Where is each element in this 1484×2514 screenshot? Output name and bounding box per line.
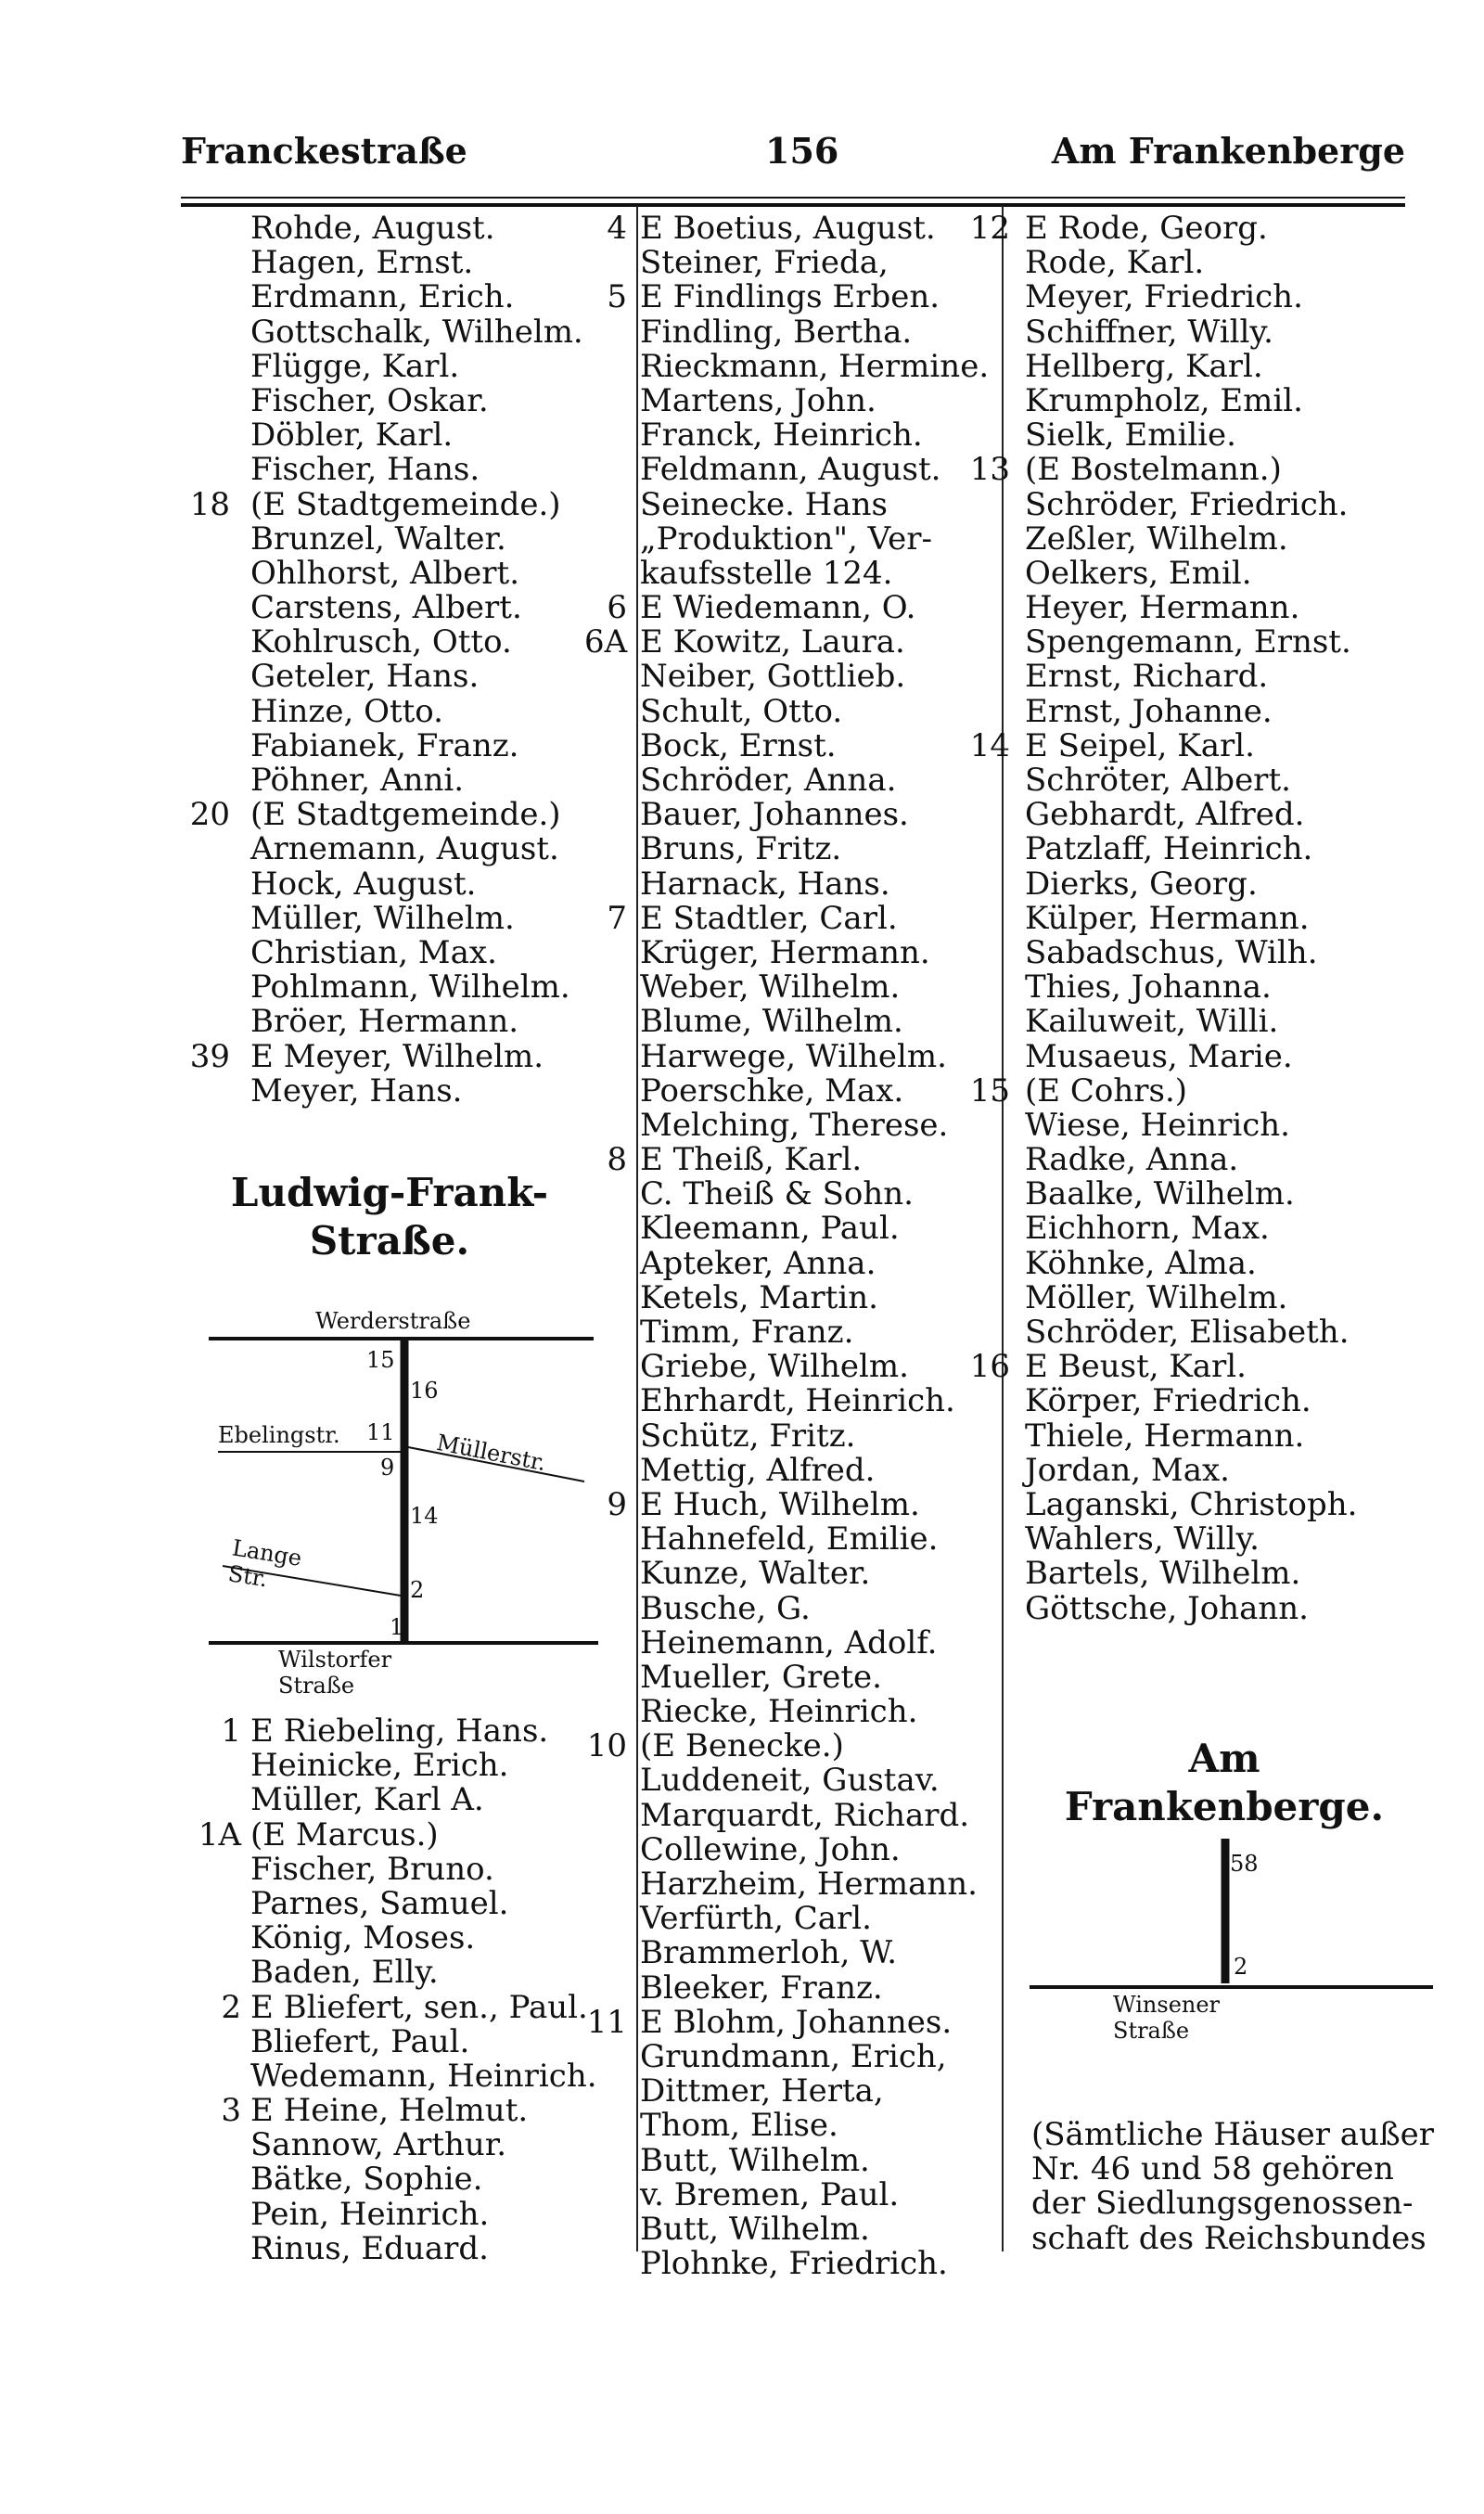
resident-name: Bruns, Fritz. (640, 830, 842, 868)
footnote (1031, 2118, 1434, 2256)
resident-name: Ernst, Richard. (1025, 658, 1269, 696)
resident-name: Bartels, Wilhelm. (1025, 1555, 1301, 1593)
resident-name: Schröder, Elisabeth. (1025, 1314, 1350, 1351)
resident-name: E Kowitz, Laura. (640, 623, 905, 661)
resident-name: E Stadtler, Carl. (640, 899, 898, 937)
house-number: 16 (969, 1348, 1010, 1386)
resident-name: Dierks, Georg. (1025, 865, 1258, 903)
resident-name: Seinecke. Hans (640, 485, 888, 523)
resident-name: Ohlhorst, Albert. (250, 554, 520, 592)
am-frankenberge-heading: Am Frankenberge. (1064, 1736, 1385, 1829)
resident-name: Timm, Franz. (640, 1314, 854, 1351)
resident-name: Franck, Heinrich. (640, 417, 923, 455)
resident-name: Müller, Wilhelm. (250, 899, 515, 937)
resident-name: Kunze, Walter. (640, 1555, 871, 1593)
resident-name: E Riebeling, Hans. (250, 1712, 549, 1750)
resident-name: E Heine, Helmut. (250, 2092, 529, 2130)
resident-name: E Bliefert, sen., Paul. (250, 1988, 588, 2026)
house-number: 39 (189, 1037, 230, 1075)
resident-name: Verfürth, Carl. (640, 1900, 872, 1938)
left-street-label: Ebelingstr. (218, 1422, 340, 1448)
resident-name: E Beust, Karl. (1025, 1348, 1247, 1386)
house-number: 15 (969, 1071, 1010, 1109)
resident-name: Bröer, Hermann. (250, 1003, 519, 1041)
resident-name: Wiese, Heinrich. (1025, 1106, 1290, 1144)
resident-name: Steiner, Frieda, (640, 244, 889, 282)
resident-name: Collewine, John. (640, 1830, 901, 1868)
footnote-line: Nr. 46 und 58 gehören (1031, 2150, 1394, 2188)
resident-name: König, Moses. (250, 1919, 476, 1957)
house-number: 8 (607, 1141, 627, 1179)
resident-name: Döbler, Karl. (250, 417, 454, 455)
resident-name: C. Theiß & Sohn. (640, 1175, 914, 1213)
resident-name: Körper, Friedrich. (1025, 1382, 1311, 1420)
resident-name: Pohlmann, Wilhelm. (250, 968, 570, 1007)
house-number: 1 (221, 1712, 241, 1750)
house-number: 2 (221, 1988, 241, 2026)
resident-name: Dittmer, Herta, (640, 2072, 884, 2110)
house-number-58: 58 (1230, 1851, 1259, 1877)
top-street-label: Werderstraße (315, 1308, 471, 1334)
resident-name: Schütz, Fritz. (640, 1417, 856, 1455)
house-number-16: 16 (410, 1378, 439, 1404)
resident-name: Bliefert, Paul. (250, 2022, 470, 2060)
resident-name: Martens, John. (640, 381, 876, 419)
resident-name: Harzheim, Hermann. (640, 1866, 978, 1903)
house-number: 5 (607, 278, 627, 316)
house-number-11: 11 (366, 1419, 395, 1445)
resident-name: „Produktion", Ver- (640, 519, 932, 558)
resident-name: (E Stadtgemeinde.) (250, 796, 561, 834)
resident-name: Pein, Heinrich. (250, 2195, 490, 2233)
resident-name: Apteker, Anna. (640, 1244, 876, 1282)
resident-name: Plohnke, Friedrich. (640, 2245, 948, 2283)
ludwig-heading-line1: Ludwig-Frank- (230, 1170, 549, 1215)
resident-name: Griebe, Wilhelm. (640, 1348, 909, 1386)
resident-name: E Blohm, Johannes. (640, 2003, 953, 2041)
resident-name: Bauer, Johannes. (640, 796, 909, 834)
house-number-15: 15 (366, 1347, 395, 1373)
resident-name: Rode, Karl. (1025, 244, 1205, 282)
resident-name: (E Stadtgemeinde.) (250, 485, 561, 523)
resident-name: Butt, Wilhelm. (640, 2141, 870, 2179)
resident-name: Schröder, Friedrich. (1025, 485, 1349, 523)
resident-name: Fischer, Oskar. (250, 381, 489, 419)
resident-name: Krüger, Hermann. (640, 933, 930, 971)
resident-name: Heinemann, Adolf. (640, 1623, 938, 1661)
house-number: 4 (607, 210, 627, 247)
resident-name: Ketels, Martin. (640, 1278, 878, 1316)
resident-name: Brammerloh, W. (640, 1934, 898, 1972)
resident-name: (E Marcus.) (250, 1815, 439, 1853)
resident-name: Harwege, Wilhelm. (640, 1037, 947, 1075)
resident-name: Göttsche, Johann. (1025, 1589, 1309, 1627)
resident-name: v. Bremen, Paul. (640, 2175, 900, 2213)
house-number: 1A (198, 1815, 241, 1853)
resident-name: Melching, Therese. (640, 1106, 949, 1144)
house-number: 7 (607, 899, 627, 937)
resident-name: Parnes, Samuel. (250, 1884, 509, 1922)
resident-name: Hagen, Ernst. (250, 244, 474, 282)
resident-name: Oelkers, Emil. (1025, 554, 1252, 592)
resident-name: Arnemann, August. (250, 830, 559, 868)
resident-name: (E Cohrs.) (1025, 1071, 1188, 1109)
resident-name: Hahnefeld, Emilie. (640, 1520, 939, 1558)
resident-name: Rinus, Eduard. (250, 2229, 489, 2267)
house-number-9: 9 (380, 1455, 395, 1481)
resident-name: E Seipel, Karl. (1025, 726, 1255, 764)
resident-name: Wahlers, Willy. (1025, 1520, 1260, 1558)
resident-name: Wedemann, Heinrich. (250, 2057, 597, 2095)
resident-name: Möller, Wilhelm. (1025, 1278, 1288, 1316)
resident-name: Pöhner, Anni. (250, 762, 465, 799)
resident-name: Zeßler, Wilhelm. (1025, 519, 1288, 558)
resident-name: Ehrhardt, Heinrich. (640, 1382, 955, 1420)
resident-name: Schröder, Anna. (640, 762, 897, 799)
resident-name: Heyer, Hermann. (1025, 589, 1300, 627)
resident-name: Christian, Max. (250, 933, 497, 971)
resident-name: Busche, G. (640, 1589, 811, 1627)
resident-name: Fischer, Hans. (250, 451, 480, 489)
header-left: Franckestraße (181, 130, 467, 172)
house-number: 9 (607, 1485, 627, 1523)
house-number: 14 (969, 726, 1010, 764)
resident-name: Schröter, Albert. (1025, 762, 1291, 799)
resident-name: Gottschalk, Wilhelm. (250, 313, 583, 351)
house-number: 20 (189, 796, 230, 834)
resident-name: Erdmann, Erich. (250, 278, 515, 316)
house-number: 6 (607, 589, 627, 627)
resident-name: Rohde, August. (250, 210, 495, 247)
resident-name: (E Benecke.) (640, 1727, 844, 1765)
resident-name: Thom, Elise. (640, 2107, 838, 2145)
resident-name: Fischer, Bruno. (250, 1850, 494, 1888)
house-number-2: 2 (410, 1577, 425, 1603)
resident-name: Hellberg, Karl. (1025, 347, 1263, 385)
resident-name: Bock, Ernst. (640, 726, 837, 764)
house-number: 13 (969, 451, 1010, 489)
resident-name: Mettig, Alfred. (640, 1451, 876, 1489)
resident-name: E Boetius, August. (640, 210, 936, 247)
resident-name: Heinicke, Erich. (250, 1747, 509, 1785)
resident-name: Eichhorn, Max. (1025, 1210, 1270, 1248)
resident-name: Butt, Wilhelm. (640, 2210, 870, 2248)
resident-name: Baalke, Wilhelm. (1025, 1175, 1295, 1213)
resident-name: E Rode, Georg. (1025, 210, 1268, 247)
resident-name: Feldmann, August. (640, 451, 941, 489)
resident-name: Fabianek, Franz. (250, 726, 519, 764)
resident-name: Hinze, Otto. (250, 692, 443, 730)
resident-name: Mueller, Grete. (640, 1658, 882, 1696)
house-number-2-frankenberge: 2 (1234, 1954, 1248, 1980)
resident-name: E Meyer, Wilhelm. (250, 1037, 544, 1075)
resident-name: Blume, Wilhelm. (640, 1003, 903, 1041)
resident-name: Neiber, Gottlieb. (640, 658, 906, 696)
ludwig-heading-line2: Straße. (309, 1218, 470, 1263)
resident-name: Geteler, Hans. (250, 658, 480, 696)
resident-name: Luddeneit, Gustav. (640, 1762, 940, 1800)
resident-name: Harnack, Hans. (640, 865, 890, 903)
lower-left-street-label: Lange Str. (226, 1534, 304, 1593)
resident-name: Musaeus, Marie. (1025, 1037, 1293, 1075)
bottom-street-label: Wilstorfer Straße (278, 1647, 392, 1699)
resident-name: Grundmann, Erich, (640, 2037, 947, 2075)
footnote-line: (Sämtliche Häuser außer (1031, 2116, 1435, 2153)
resident-name: E Theiß, Karl. (640, 1141, 863, 1179)
resident-name: Rieckmann, Hermine. (640, 347, 990, 385)
resident-name: Schult, Otto. (640, 692, 843, 730)
winsener-street-label: Winsener Straße (1113, 1992, 1221, 2044)
resident-name: Kleemann, Paul. (640, 1210, 900, 1248)
resident-name: Thies, Johanna. (1025, 968, 1272, 1007)
resident-name: Sannow, Arthur. (250, 2126, 507, 2164)
right-street-label: Müllerstr. (434, 1429, 549, 1477)
resident-name: Bätke, Sophie. (250, 2161, 483, 2199)
resident-name: Kohlrusch, Otto. (250, 623, 512, 661)
resident-name: Gebhardt, Alfred. (1025, 796, 1305, 834)
resident-name: Hock, August. (250, 865, 477, 903)
resident-name: Poerschke, Max. (640, 1071, 904, 1109)
resident-name: E Huch, Wilhelm. (640, 1485, 920, 1523)
resident-name: Marquardt, Richard. (640, 1796, 970, 1834)
resident-name: Riecke, Heinrich. (640, 1693, 918, 1731)
resident-name: Ernst, Johanne. (1025, 692, 1273, 730)
house-number: 10 (586, 1727, 627, 1765)
resident-name: Kailuweit, Willi. (1025, 1003, 1279, 1041)
resident-name: Findling, Bertha. (640, 313, 913, 351)
resident-name: Sielk, Emilie. (1025, 417, 1236, 455)
resident-name: E Wiedemann, O. (640, 589, 916, 627)
resident-name: Laganski, Christoph. (1025, 1485, 1358, 1523)
house-number: 3 (221, 2092, 241, 2130)
resident-name: Spengemann, Ernst. (1025, 623, 1351, 661)
resident-name: Weber, Wilhelm. (640, 968, 901, 1007)
resident-name: E Findlings Erben. (640, 278, 940, 316)
footnote-line: schaft des Reichsbundes (1031, 2219, 1426, 2257)
footnote-line: der Siedlungsgenossen- (1031, 2185, 1414, 2223)
resident-name: Flügge, Karl. (250, 347, 460, 385)
resident-name: Jordan, Max. (1025, 1451, 1230, 1489)
header-right: Am Frankenberge (1051, 130, 1405, 172)
resident-name: Bleeker, Franz. (640, 1969, 883, 2007)
house-number: 12 (969, 210, 1010, 247)
resident-name: kaufsstelle 124. (640, 554, 893, 592)
house-number-1: 1 (390, 1614, 404, 1640)
house-number-14: 14 (410, 1503, 439, 1529)
house-number: 18 (189, 485, 230, 523)
resident-name: Carstens, Albert. (250, 589, 522, 627)
resident-name: Krumpholz, Emil. (1025, 381, 1303, 419)
resident-name: (E Bostelmann.) (1025, 451, 1282, 489)
house-number: 11 (586, 2003, 627, 2041)
resident-name: Köhnke, Alma. (1025, 1244, 1257, 1282)
resident-name: Brunzel, Walter. (250, 519, 506, 558)
resident-name: Radke, Anna. (1025, 1141, 1239, 1179)
house-number: 6A (584, 623, 628, 661)
resident-name: Baden, Elly. (250, 1954, 439, 1992)
resident-name: Thiele, Hermann. (1025, 1417, 1305, 1455)
page-number: 156 (765, 130, 839, 172)
resident-name: Schiffner, Willy. (1025, 313, 1273, 351)
resident-name: Sabadschus, Wilh. (1025, 933, 1318, 971)
resident-name: Patzlaff, Heinrich. (1025, 830, 1313, 868)
resident-name: Meyer, Hans. (250, 1071, 463, 1109)
resident-name: Müller, Karl A. (250, 1781, 484, 1819)
resident-name: Külper, Hermann. (1025, 899, 1310, 937)
resident-name: Meyer, Friedrich. (1025, 278, 1303, 316)
